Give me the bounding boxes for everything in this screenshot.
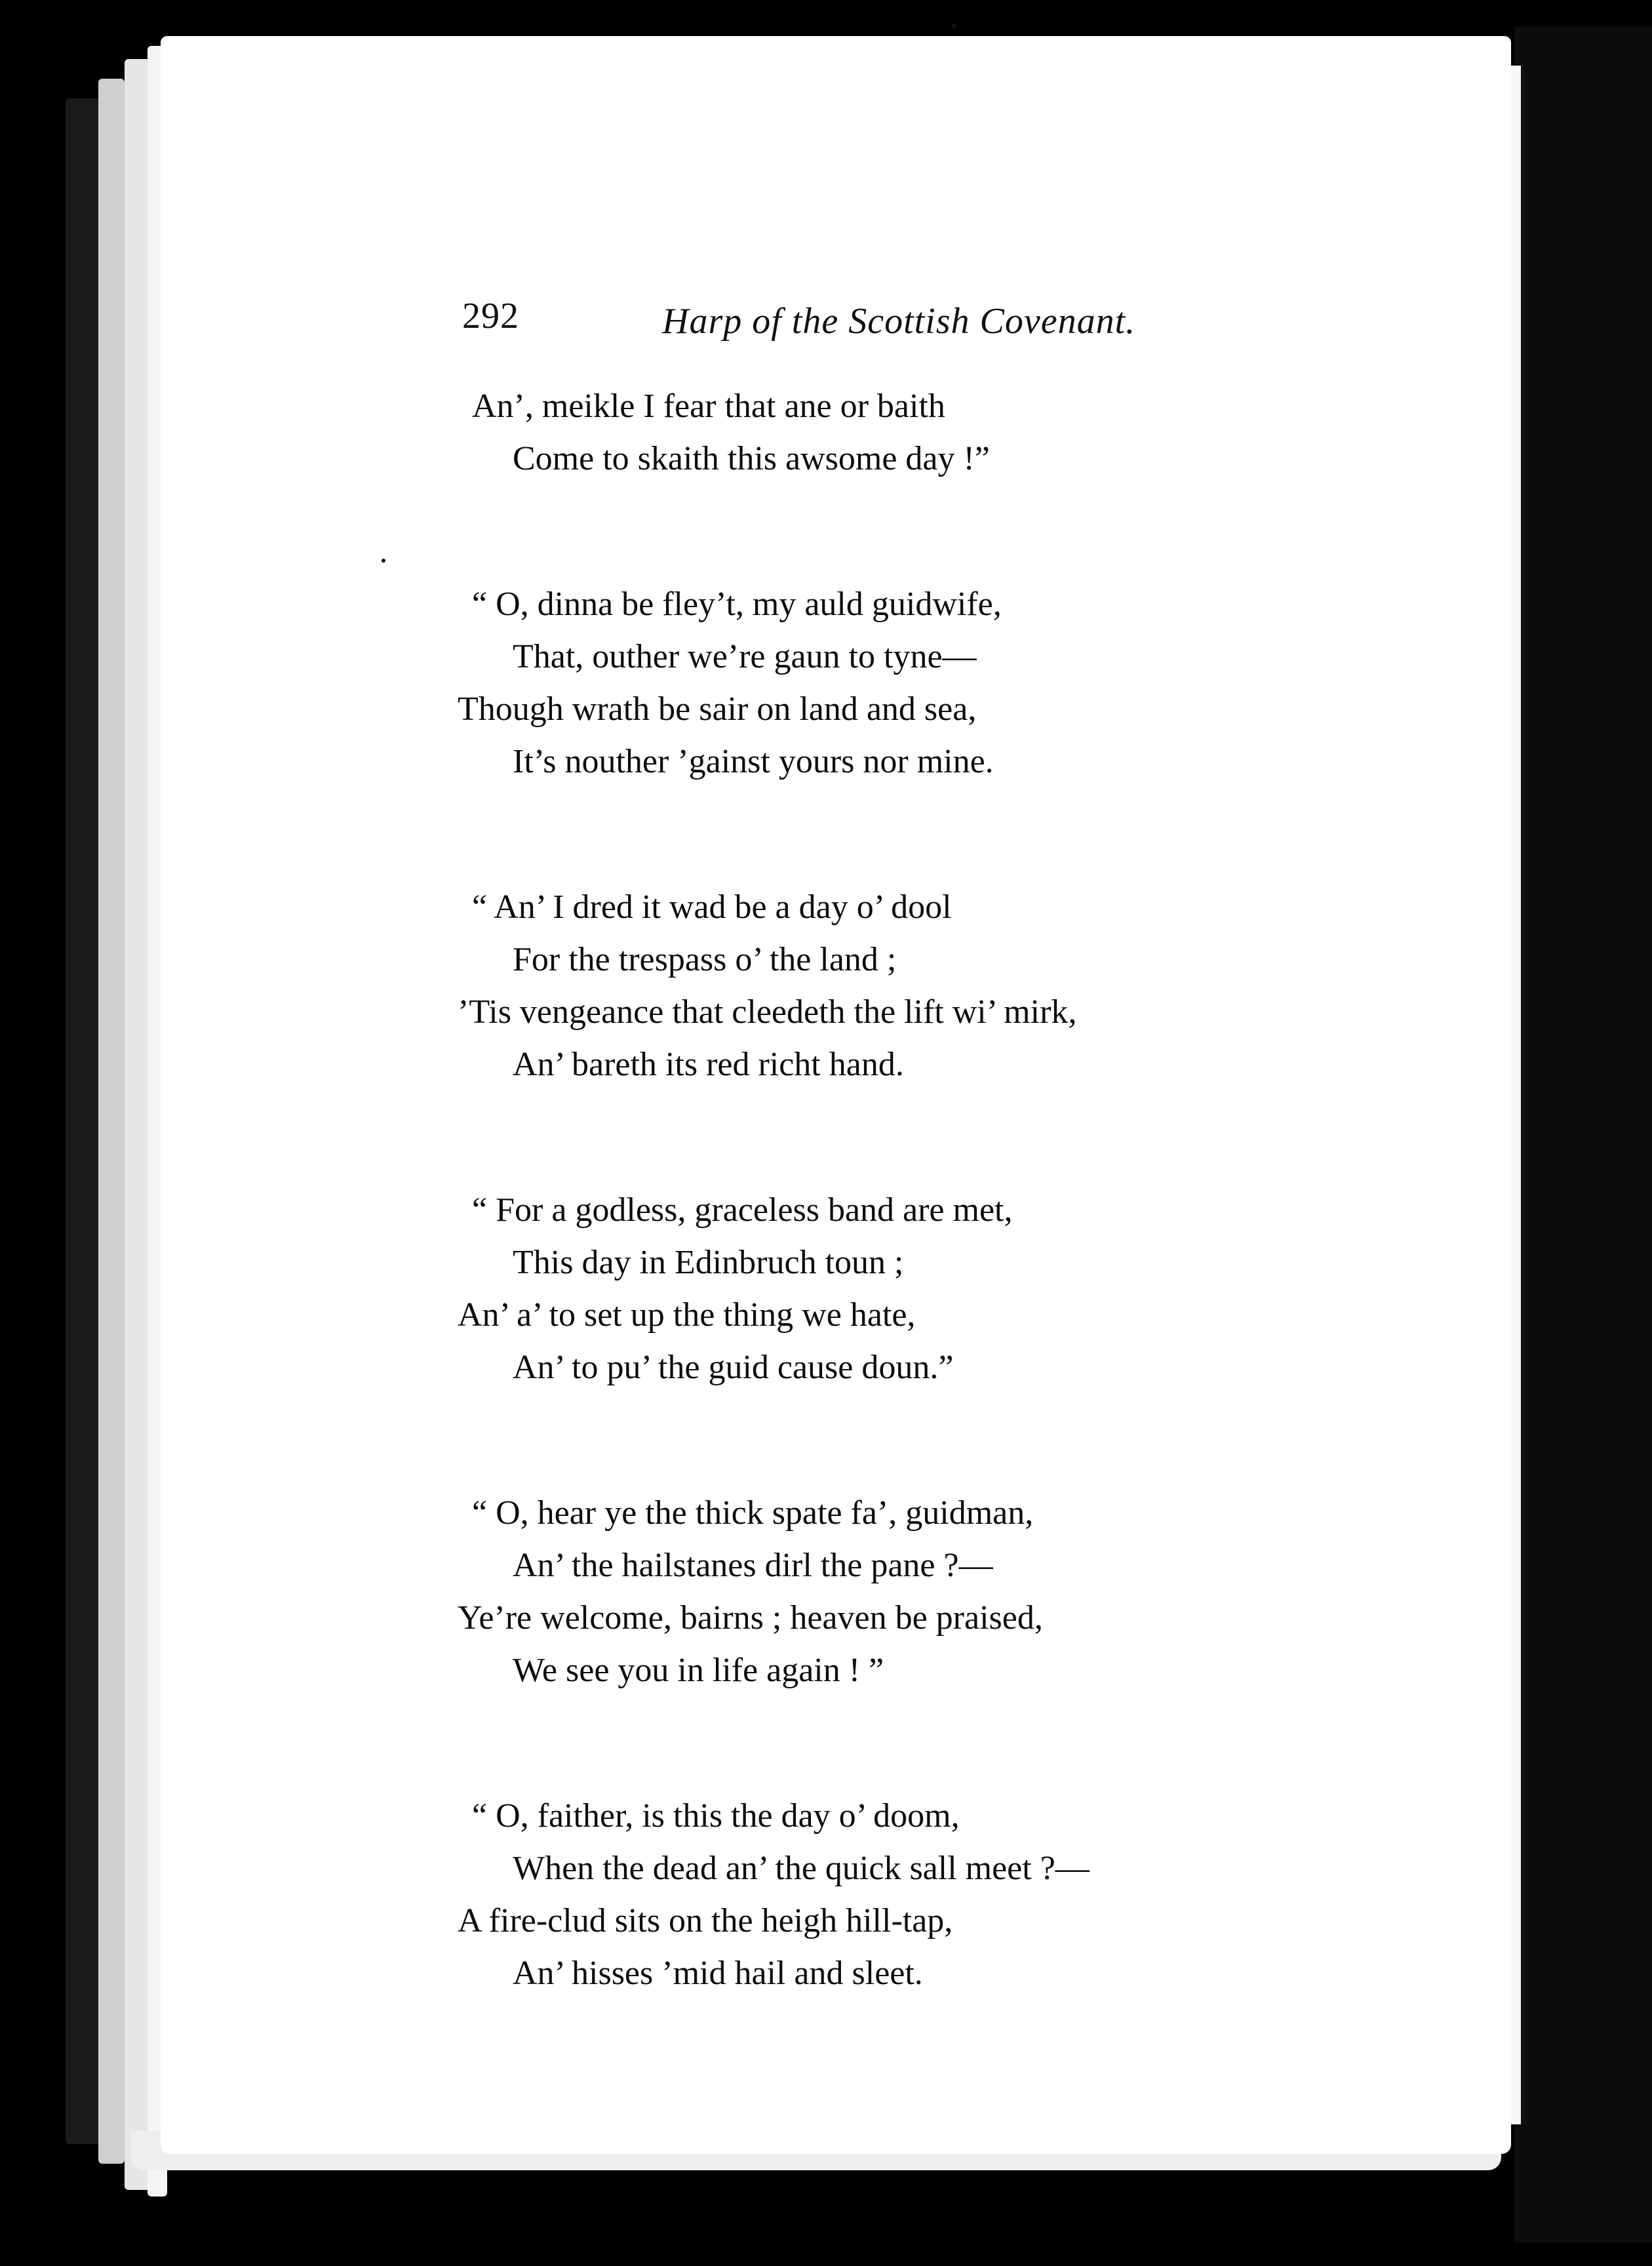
page-edge [125, 59, 151, 2190]
page-edge [98, 79, 125, 2164]
page-number: 292 [462, 296, 519, 336]
stanza [458, 881, 1232, 1091]
verse-line: An’ a’ to set up the thing we hate, [458, 1296, 916, 1334]
verse-line: For the trespass o’ the land ; [513, 941, 897, 978]
verse-line: “ O, dinna be fley’t, my auld guidwife, [472, 586, 1002, 623]
stanza [472, 380, 1232, 485]
verse-line: An’, meikle I fear that ane or baith [472, 388, 945, 425]
verse-line: Though wrath be sair on land and sea, [458, 690, 977, 728]
verse-line: An’ hisses ’mid hail and sleet. [513, 1955, 923, 1992]
verse-line: ’Tis vengeance that cleedeth the lift wi’ mirk, [458, 993, 1077, 1031]
running-title: Harp of the Scottish Covenant. [662, 301, 1136, 342]
verse-line: An’ bareth its red richt hand. [513, 1046, 904, 1083]
verse-line: “ An’ I dred it wad be a day o’ dool [472, 888, 952, 926]
verse-line: “ O, faither, is this the day o’ doom, [472, 1797, 960, 1835]
verse-line: We see you in life again ! ” [513, 1652, 884, 1689]
verse-line: This day in Edinbruch toun ; [513, 1244, 904, 1281]
verse-line: “ For a godless, graceless band are met, [472, 1191, 1013, 1229]
verse-line: It’s nouther ’gainst yours nor mine. [513, 743, 994, 780]
verse-line: Ye’re welcome, bairns ; heaven be praised, [458, 1599, 1043, 1637]
verse-line: When the dead an’ the quick sall meet ?— [513, 1850, 1090, 1887]
verse-line: Come to skaith this awsome day !” [513, 440, 990, 477]
facing-page-shadow [1514, 26, 1652, 2242]
verse-line: That, outher we’re gaun to tyne— [513, 638, 977, 675]
verse-line: An’ the hailstanes dirl the pane ?— [513, 1547, 993, 1584]
verse-line: An’ to pu’ the guid cause doun.” [513, 1349, 954, 1386]
stanza [458, 1184, 1232, 1394]
dust-speck [382, 559, 385, 563]
stanza [458, 578, 1232, 788]
verse-line: “ O, hear ye the thick spate fa’, guidman, [472, 1494, 1034, 1532]
stanza [458, 1487, 1232, 1697]
running-head [462, 288, 1136, 354]
dust-speck [952, 24, 956, 29]
poem-text [458, 380, 1232, 2093]
stanza [458, 1790, 1232, 2000]
verse-line: A fire-clud sits on the heigh hill-tap, [458, 1902, 953, 1939]
